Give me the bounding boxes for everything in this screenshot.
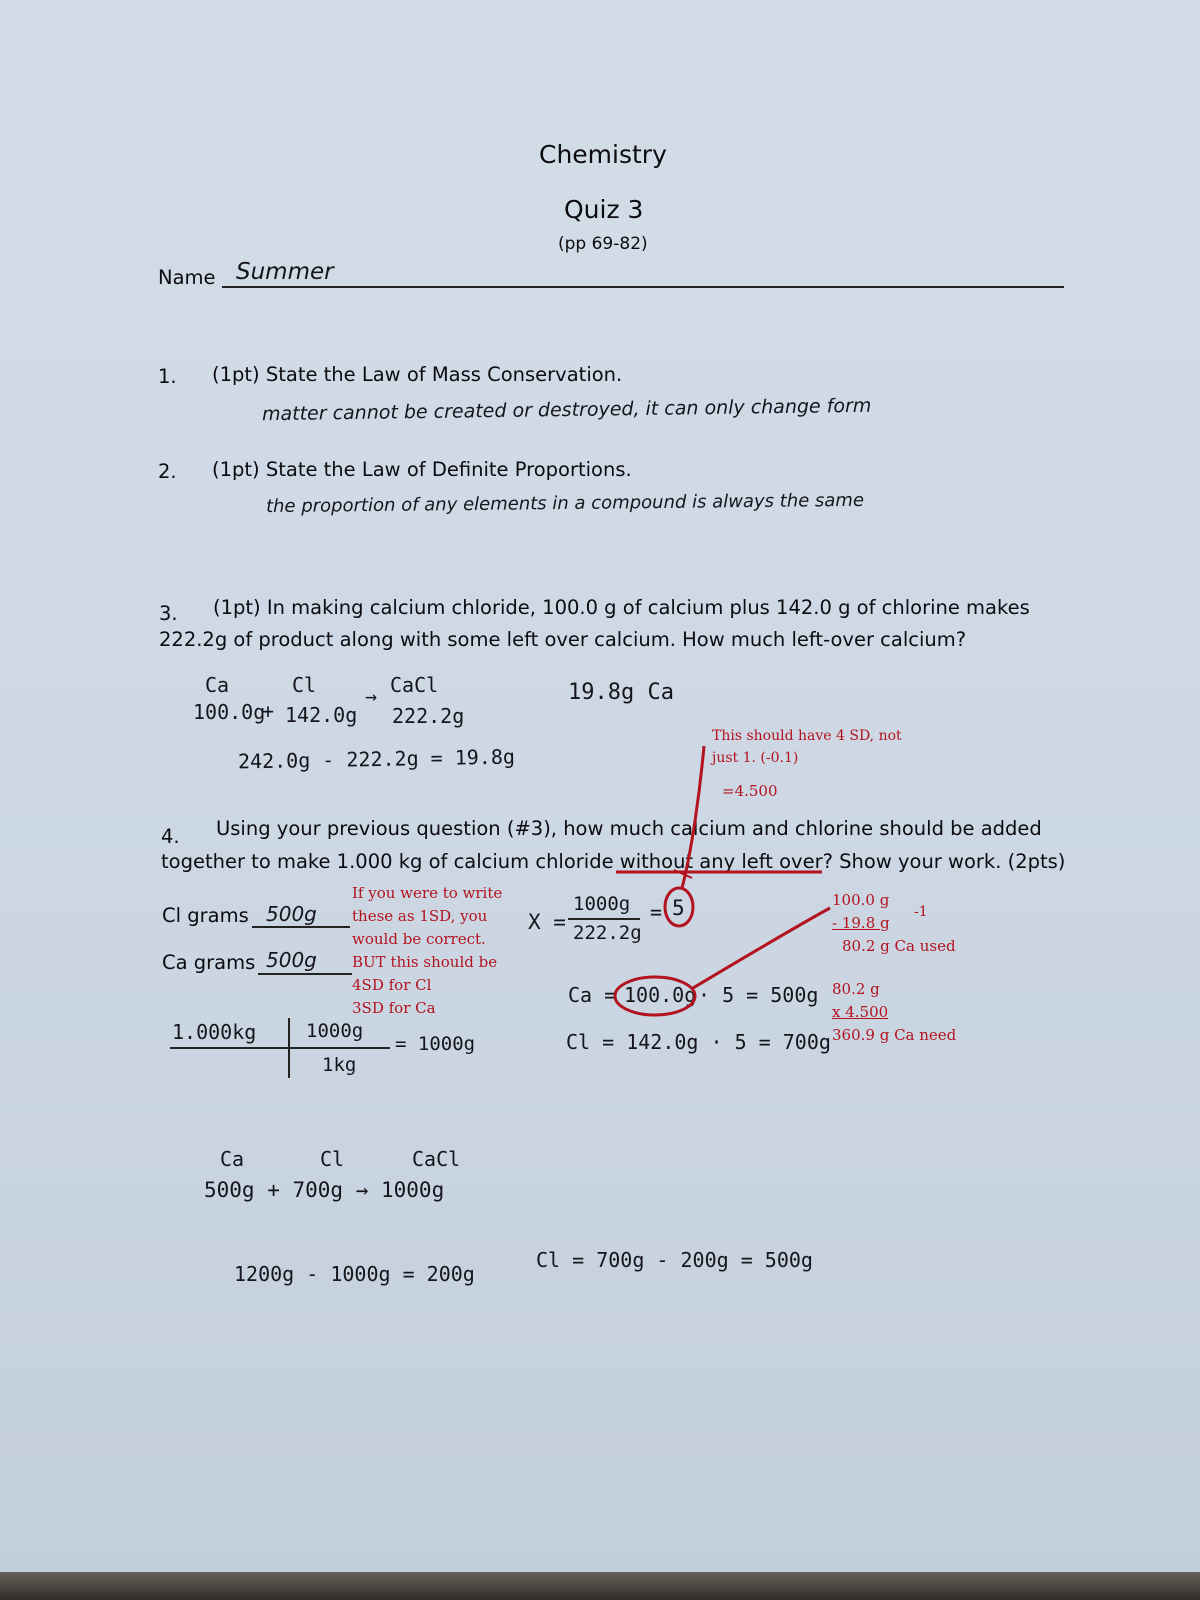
q4-text-line2-b: without any left over?	[619, 850, 833, 873]
eq-ca-label: Ca	[220, 1147, 245, 1171]
name-value: Summer	[236, 259, 334, 285]
grader-calc1-line3: 80.2 g Ca used	[842, 937, 956, 955]
q1-text: (1pt) State the Law of Mass Conservation.	[212, 363, 623, 386]
ca-grams-label: Ca grams	[162, 951, 256, 974]
grader-calc1-line1: 100.0 g	[832, 891, 890, 909]
arrow-line-to-five	[682, 746, 704, 888]
q4-text-line1: Using your previous question (#3), how much calcium and chlorine should be added	[216, 817, 1042, 840]
grader-note2-line6: 3SD for Ca	[352, 999, 436, 1017]
ca-calc-rest: · 5 = 500g	[698, 983, 819, 1007]
quiz-title: Chemistry	[539, 140, 667, 169]
q2-number: 2.	[158, 460, 177, 483]
cl-grams-value: 500g	[266, 902, 317, 926]
q3-product-mass: 222.2g	[392, 704, 465, 728]
ratio-num: 1000g	[573, 893, 631, 915]
eq-line: 500g + 700g → 1000g	[204, 1178, 445, 1202]
cl-calc: Cl = 142.0g · 5 = 700g	[566, 1030, 831, 1054]
conversion-num: 1000g	[306, 1020, 364, 1042]
grader-note-sd-line2: just 1. (-0.1)	[712, 750, 799, 766]
q1-answer: matter cannot be created or destroyed, it can only change form	[261, 394, 872, 426]
q3-number: 3.	[159, 602, 178, 625]
grader-note2-line3: would be correct.	[352, 930, 486, 948]
quiz-subtitle: Quiz 3	[564, 195, 644, 224]
q3-cacl-label: CaCl	[390, 673, 439, 697]
ca-grams-value: 500g	[266, 948, 317, 972]
page-range: (pp 69-82)	[558, 234, 648, 254]
grader-calc2-line1: 80.2 g	[832, 980, 880, 998]
grader-calc1-line2: - 19.8 g	[832, 914, 890, 932]
grader-calc2-line3: 360.9 g Ca need	[832, 1026, 957, 1044]
conversion-left: 1.000kg	[172, 1020, 257, 1044]
connector-line-to-calc	[693, 908, 830, 988]
eq-cacl-label: CaCl	[412, 1147, 461, 1171]
conversion-den: 1kg	[322, 1054, 357, 1076]
grader-note2-line2: these as 1SD, you	[352, 907, 488, 925]
circle-100g	[615, 977, 695, 1015]
conversion-result: = 1000g	[395, 1033, 476, 1055]
ratio-den: 222.2g	[573, 922, 642, 944]
ca-calc-prefix: Ca =	[568, 983, 617, 1007]
q2-text: (1pt) State the Law of Definite Proportions.	[212, 458, 632, 481]
bottom-left-calc: 1200g - 1000g = 200g	[234, 1262, 475, 1286]
grader-deduction: -1	[914, 904, 928, 920]
q3-cl-label: Cl	[292, 673, 317, 697]
ratio-result: 5	[672, 896, 685, 920]
q3-cl-mass: 142.0g	[285, 703, 358, 727]
q1-number: 1.	[158, 365, 177, 388]
q3-ca-label: Ca	[205, 673, 230, 697]
grader-note-value: =4.500	[722, 782, 778, 800]
ratio-x: X =	[528, 910, 566, 934]
q4-text-line2-c: Show your work. (2pts)	[832, 850, 1066, 873]
name-label: Name	[158, 266, 216, 289]
q4-number: 4.	[161, 825, 180, 848]
q2-answer: the proportion of any elements in a compound is always the same	[265, 489, 865, 518]
cl-grams-label: Cl grams	[162, 904, 249, 927]
q3-ca-mass: 100.0g	[193, 700, 266, 724]
grader-note2-line4: BUT this should be	[352, 953, 498, 971]
grader-note-sd-line1: This should have 4 SD, not	[712, 728, 902, 744]
q3-answer: 19.8g Ca	[568, 680, 674, 705]
grader-note2-line5: 4SD for Cl	[352, 976, 432, 994]
grader-calc2-line2: x 4.500	[832, 1003, 889, 1021]
table-surface	[0, 1572, 1200, 1600]
q3-subtraction: 242.0g - 222.2g = 19.8g	[237, 744, 516, 774]
q3-arrow: →	[365, 684, 378, 708]
circle-five	[665, 888, 693, 926]
eq-cl-label: Cl	[320, 1147, 345, 1171]
q3-text-line1: (1pt) In making calcium chloride, 100.0 g of calcium plus 142.0 g of chlorine makes	[213, 596, 1030, 619]
q3-text-line2: 222.2g of product along with some left over calcium. How much left-over calcium?	[159, 628, 967, 651]
ca-calc-value: 100.0g	[624, 983, 697, 1007]
q3-plus: +	[262, 699, 275, 723]
ratio-eq: =	[650, 900, 663, 924]
grader-note2-line1: If you were to write	[352, 884, 503, 902]
q4-text-line2-a: together to make 1.000 kg of calcium chloride	[161, 850, 620, 873]
bottom-right-calc: Cl = 700g - 200g = 500g	[536, 1248, 813, 1272]
